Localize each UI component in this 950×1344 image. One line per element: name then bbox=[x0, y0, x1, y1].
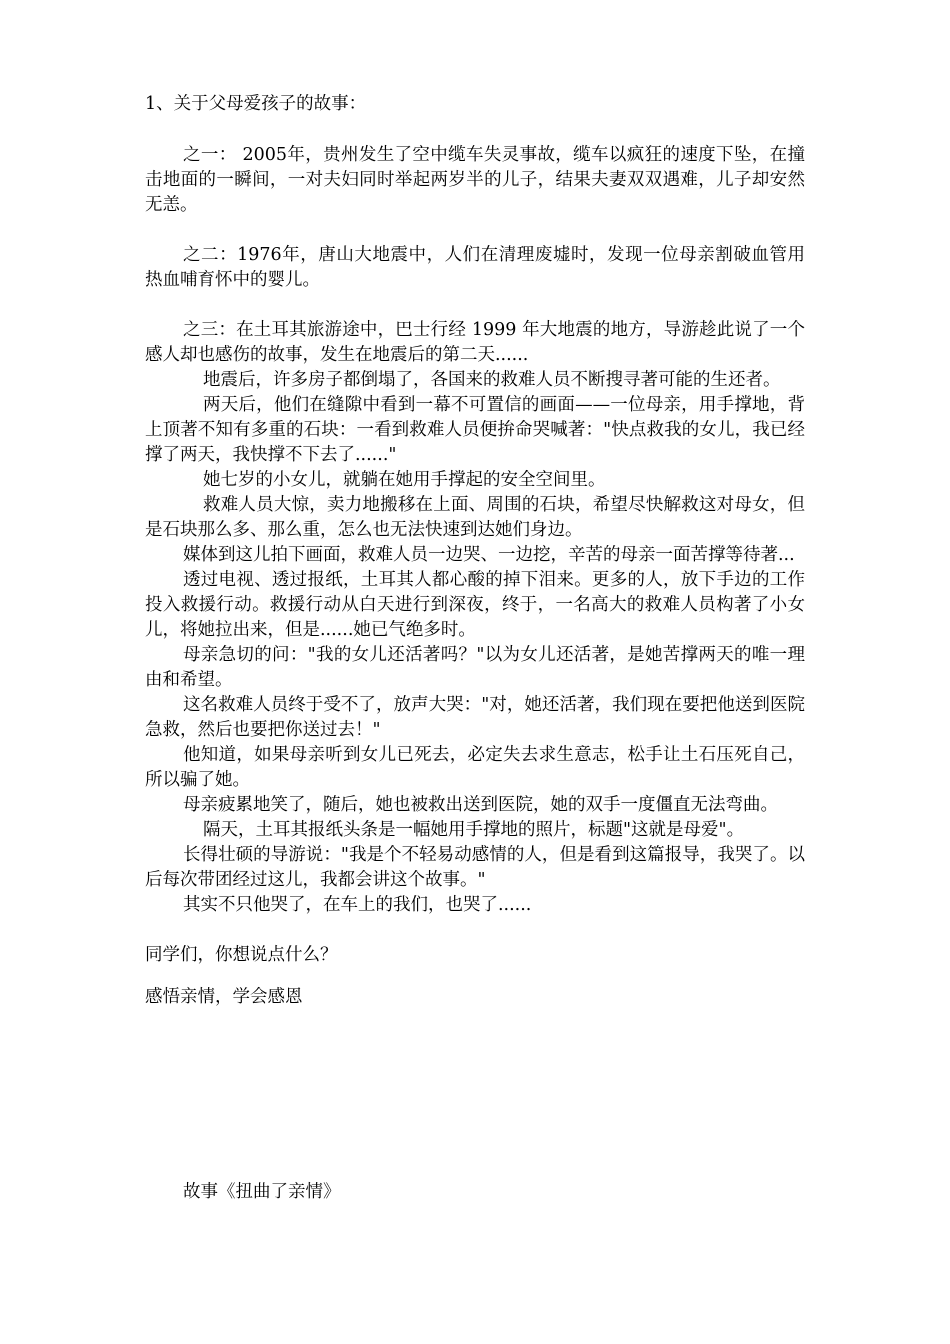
discussion-question: 同学们，你想说点什么？ bbox=[145, 945, 338, 965]
document-body bbox=[145, 92, 805, 1010]
story-paragraph: 其实不只他哭了，在车上的我们，也哭了...... bbox=[183, 895, 532, 915]
spacer bbox=[145, 293, 805, 318]
story-three-intro-paragraph: 之三：在土耳其旅游途中，巴士行经 1999 年大地震的地方，导游趁此说了一个感人却也感伤的故事，发生在地震后的第二天...... bbox=[145, 320, 805, 365]
story-one-paragraph: 之一： 2005年，贵州发生了空中缆车失灵事故，缆车以疯狂的速度下坠，在撞击地面的一瞬间，一对夫妇同时举起两岁半的儿子，结果夫妻双双遇难，儿子却安然无恙。 bbox=[145, 145, 805, 215]
story-paragraph: 隔天，土耳其报纸头条是一幅她用手撑地的照片，标题"这就是母爱"。 bbox=[203, 820, 745, 840]
spacer bbox=[145, 218, 805, 243]
section-heading: 1、关于父母爱孩子的故事： bbox=[145, 94, 367, 114]
story-two-paragraph: 之二：1976年，唐山大地震中，人们在清理废墟时，发现一位母亲割破血管用热血哺育怀中的婴儿。 bbox=[145, 245, 805, 290]
story-paragraph: 母亲疲累地笑了，随后，她也被救出送到医院，她的双手一度僵直无法弯曲。 bbox=[183, 795, 778, 815]
motto-line: 感悟亲情，学会感恩 bbox=[145, 987, 303, 1007]
spacer bbox=[145, 968, 805, 985]
story-paragraph: 母亲急切的问："我的女儿还活著吗？"以为女儿还活著，是她苦撑两天的唯一理由和希望。 bbox=[145, 645, 805, 690]
spacer bbox=[145, 117, 805, 143]
next-story-title: 故事《扭曲了亲情》 bbox=[183, 1182, 341, 1202]
story-paragraph: 透过电视、透过报纸，土耳其人都心酸的掉下泪来。更多的人，放下手边的工作投入救援行动。救援行动从白天进行到深夜，终于，一名高大的救难人员构著了小女儿，将她拉出来，但是......她已气绝多时。 bbox=[145, 570, 805, 640]
story-paragraph: 这名救难人员终于受不了，放声大哭："对，她还活著，我们现在要把他送到医院急救，然后也要把你送过去！" bbox=[145, 695, 805, 740]
spacer bbox=[145, 918, 805, 943]
story-paragraph: 地震后，许多房子都倒塌了，各国来的救难人员不断搜寻著可能的生还者。 bbox=[203, 370, 781, 390]
story-paragraph: 救难人员大惊，卖力地搬移在上面、周围的石块，希望尽快解救这对母女，但是石块那么多、那么重，怎么也无法快速到达她们身边。 bbox=[145, 495, 805, 540]
story-paragraph: 两天后，他们在缝隙中看到一幕不可置信的画面——一位母亲，用手撑地，背上顶著不知有多重的石块：一看到救难人员便拚命哭喊著："快点救我的女儿，我已经撑了两天，我快撑不下去了......" bbox=[145, 395, 805, 465]
story-paragraph: 长得壮硕的导游说："我是个不轻易动感情的人，但是看到这篇报导，我哭了。以后每次带团经过这儿，我都会讲这个故事。" bbox=[145, 845, 805, 890]
story-paragraph: 他知道，如果母亲听到女儿已死去，必定失去求生意志，松手让土石压死自己，所以骗了她。 bbox=[145, 745, 805, 790]
story-paragraph: 她七岁的小女儿，就躺在她用手撑起的安全空间里。 bbox=[203, 470, 606, 490]
story-paragraph: 媒体到这儿拍下画面，救难人员一边哭、一边挖，辛苦的母亲一面苦撑等待著... bbox=[183, 545, 795, 565]
